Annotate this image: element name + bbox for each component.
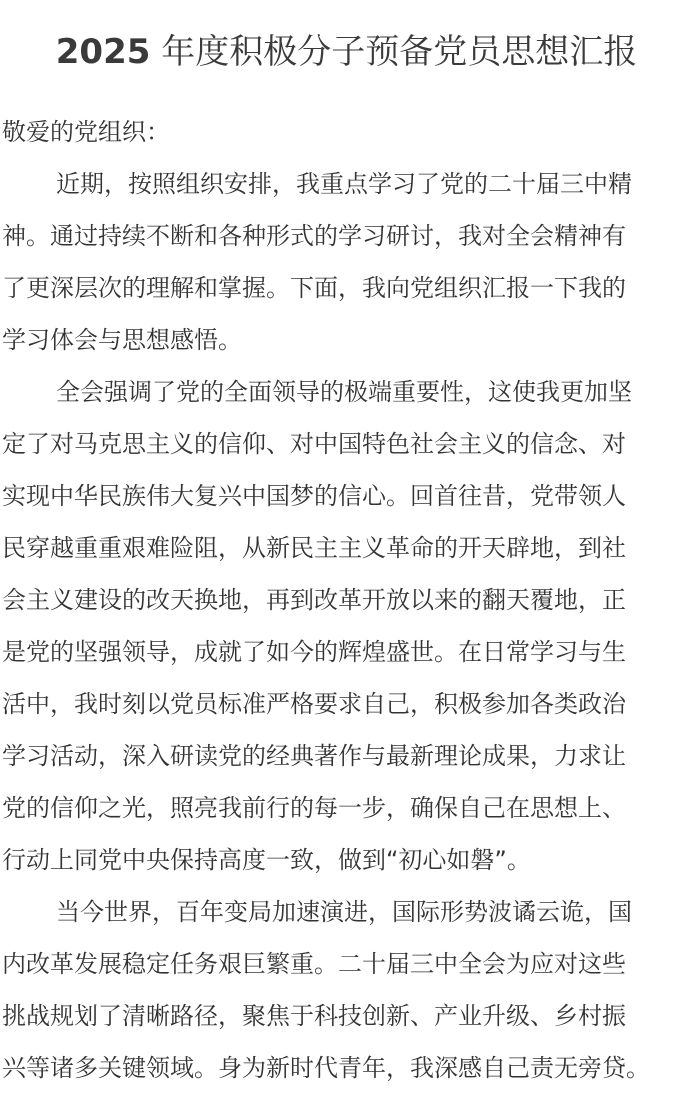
paragraph-2 (2, 366, 692, 886)
paragraph-line: 当今世界，百年变局加速演进，国际形势波谲云诡，国 (56, 898, 632, 926)
document-title (0, 30, 693, 74)
document-body (2, 106, 692, 1094)
paragraph-line: 了更深层次的理解和掌握。下面，我向党组织汇报一下我的 (2, 274, 626, 302)
paragraph-line: 内改革发展稳定任务艰巨繁重。二十届三中全会为应对这些 (2, 950, 626, 978)
paragraph-line: 挑战规划了清晰路径，聚焦于科技创新、产业升级、乡村振 (2, 1002, 626, 1030)
paragraph-1 (2, 158, 692, 366)
paragraph-line: 神。通过持续不断和各种形式的学习研讨，我对全会精神有 (2, 222, 626, 250)
paragraph-line: 活中，我时刻以党员标准严格要求自己，积极参加各类政治 (2, 690, 626, 718)
paragraph-line: 是党的坚强领导，成就了如今的辉煌盛世。在日常学习与生 (2, 638, 626, 666)
title-text: 年度积极分子预备党员思想汇报 (150, 32, 638, 72)
paragraph-line: 全会强调了党的全面领导的极端重要性，这使我更加坚 (56, 378, 632, 406)
title-year: 2025 (55, 32, 151, 72)
paragraph-line: 近期，按照组织安排，我重点学习了党的二十届三中精 (56, 170, 632, 198)
salutation: 敬爱的党组织： (2, 118, 170, 146)
paragraph-line: 党的信仰之光，照亮我前行的每一步，确保自己在思想上、 (2, 794, 626, 822)
paragraph-line: 学习活动，深入研读党的经典著作与最新理论成果，力求让 (2, 742, 626, 770)
paragraph-line: 兴等诸多关键领域。身为新时代青年，我深感自己责无旁贷。 (2, 1054, 650, 1082)
paragraph-3 (2, 886, 692, 1094)
paragraph-line: 定了对马克思主义的信仰、对中国特色社会主义的信念、对 (2, 430, 626, 458)
paragraph-line: 学习体会与思想感悟。 (2, 326, 242, 354)
paragraph-line: 实现中华民族伟大复兴中国梦的信心。回首往昔，党带领人 (2, 482, 626, 510)
paragraph-line: 行动上同党中央保持高度一致，做到“初心如磐”。 (2, 846, 531, 874)
paragraph-line: 会主义建设的改天换地，再到改革开放以来的翻天覆地，正 (2, 586, 626, 614)
paragraph-line: 民穿越重重艰难险阻，从新民主主义革命的开天辟地，到社 (2, 534, 626, 562)
